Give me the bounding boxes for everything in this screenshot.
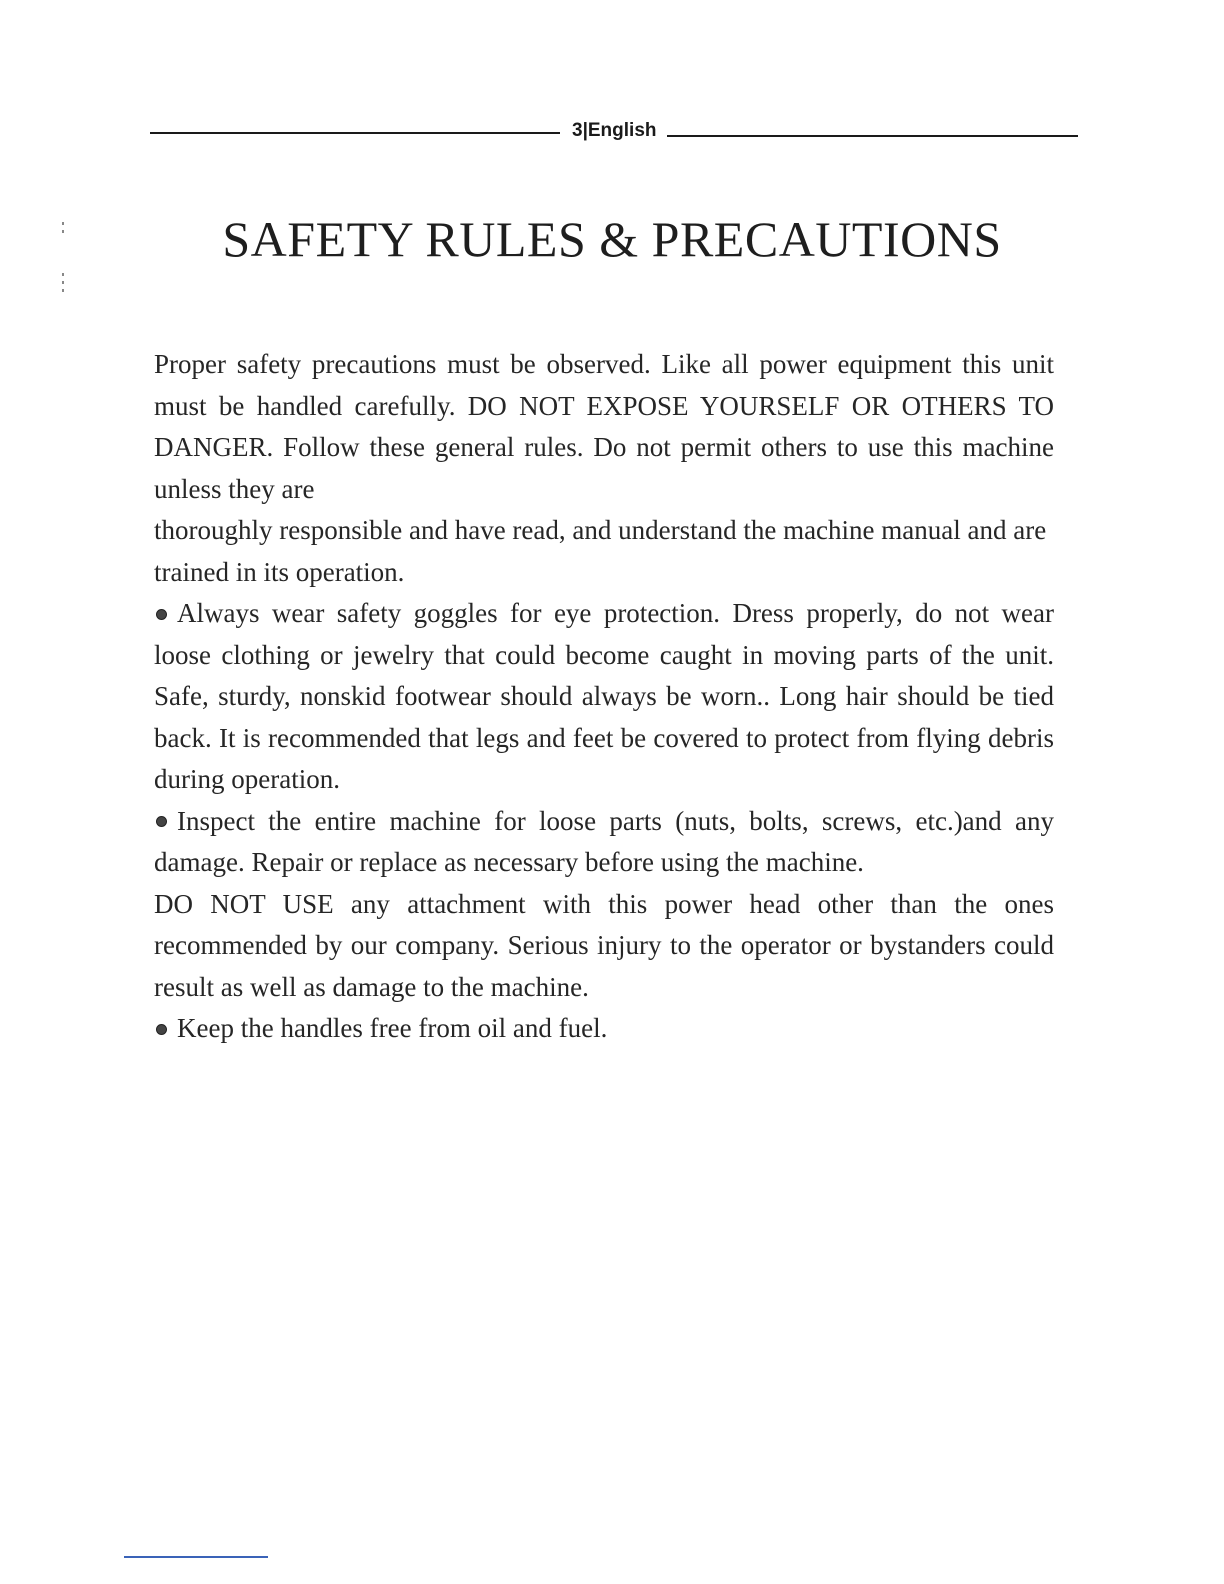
intro-paragraph-continued: thoroughly responsible and have read, and understand the machine manual and are [154,515,1047,545]
safety-rules-body [154,344,1054,1050]
footer-rule [124,1556,268,1558]
bullet-icon [156,816,167,827]
bullet-item-goggles [154,593,1054,801]
page-title: SAFETY RULES & PRECAUTIONS [222,211,1002,267]
bullet-text-goggles: Always wear safety goggles for eye protection. Dress properly, do not wear loose clothing or jewelry that could become caught in moving parts of the unit. Safe, sturdy, nonskid footwear should always be worn.. Long hair should be tied back. It is recommended that legs and feet be covered to protect from flying debris during operation. [154,598,1054,794]
page-header [150,118,1078,144]
intro-paragraph: Proper safety precautions must be observed. Like all power equipment this unit must be handled carefully. DO NOT EXPOSE YOURSELF OR OTHERS TO DANGER. Follow these general rules. Do not permit others to use this machine unless they are [154,349,1054,504]
bullet-item-inspect [154,801,1054,884]
attachment-warning-paragraph: DO NOT USE any attachment with this power head other than the ones recommended by our company. Serious injury to the operator or bystanders could result as well as damage to the machine. [154,888,1054,1002]
header-rule-left [150,132,560,134]
header-rule-right [667,135,1079,137]
bullet-icon [156,1024,167,1035]
bullet-item-handles [154,1008,1054,1050]
bullet-text-inspect: Inspect the entire machine for loose parts (nuts, bolts, screws, etc.)and any damage. Repair or replace as necessary before using the machine. [154,805,1054,877]
bullet-icon [156,609,167,620]
bullet-text-handles: Keep the handles free from oil and fuel. [177,1013,608,1043]
intro-paragraph-end: trained in its operation. [154,556,405,587]
page-number-label: 3|English [572,120,657,141]
